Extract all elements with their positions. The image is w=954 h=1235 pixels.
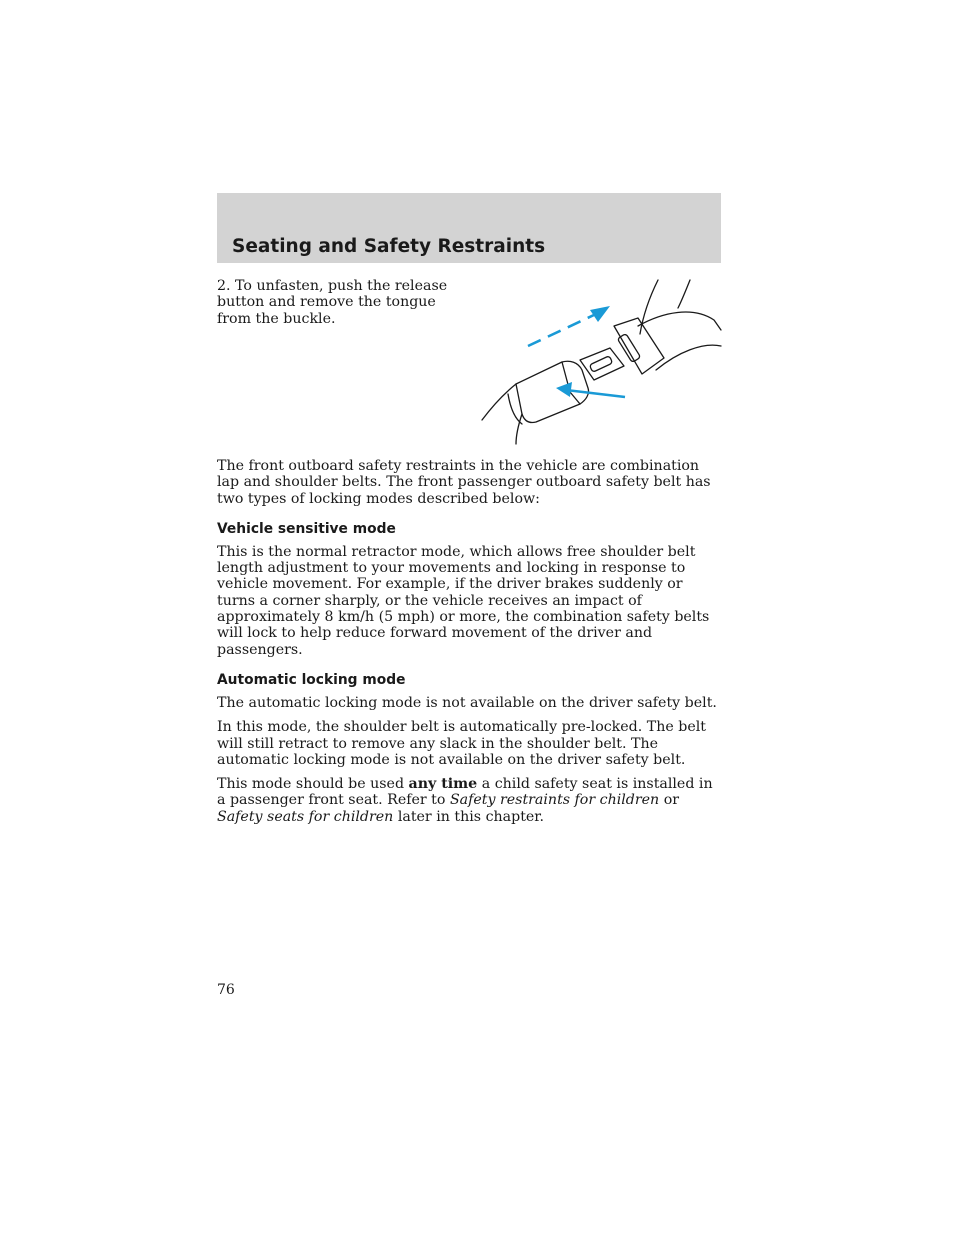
push-arrow-line	[566, 390, 625, 397]
section-title: Seating and Safety Restraints	[232, 236, 546, 257]
emphasis-any-time: any time	[408, 776, 478, 793]
text-run: a child safety seat is installed in a passenger front seat. Refer to	[217, 776, 713, 809]
belt-webbing	[638, 312, 721, 330]
cross-reference-seats: Safety seats for children	[217, 808, 394, 825]
automatic-locking-paragraph-1: The automatic locking mode is not available on the driver safety belt.	[217, 694, 717, 711]
page-number: 76	[217, 982, 235, 998]
text-run: This mode should be used	[217, 776, 409, 793]
dashed-arrow-head	[590, 306, 610, 322]
belt-webbing	[656, 345, 721, 370]
intro-paragraph: The front outboard safety restraints in the vehicle are combination lap and shoulder belts. The front passenger outboard safety belt has two types of locking modes described below:	[217, 458, 711, 507]
tongue-tip	[580, 348, 624, 380]
automatic-locking-paragraph-2: In this mode, the shoulder belt is automatically pre-locked. The belt will still retract to remove any slack in the shoulder belt. The automatic locking mode is not available on the driver safety belt.	[217, 719, 707, 768]
tongue-tip-slot	[589, 356, 612, 373]
push-arrow-head	[556, 382, 572, 397]
vehicle-sensitive-heading: Vehicle sensitive mode	[217, 520, 396, 537]
buckle-stalk	[482, 384, 516, 420]
cross-reference-restraints: Safety restraints for children	[449, 792, 660, 809]
vehicle-sensitive-paragraph: This is the normal retractor mode, which allows free shoulder belt length adjustment to your movements and locking in response to vehicle movement. For example, if the driver brakes suddenly or turns a corner sharply, or the vehicle receives an impact of approximately 8 km/h (5 mph) or more, the combination safety belts will lock to help reduce forward movement of the driver and passengers.	[217, 543, 710, 658]
text-run: or	[659, 792, 680, 809]
step-instruction: 2. To unfasten, push the release button and remove the tongue from the buckle.	[217, 278, 448, 327]
main-content	[217, 458, 723, 833]
automatic-locking-heading: Automatic locking mode	[217, 671, 406, 688]
seatbelt-buckle-illustration	[478, 276, 722, 446]
header-band	[217, 193, 721, 263]
dashed-arrow-line	[528, 314, 596, 346]
outline-line	[678, 280, 690, 308]
automatic-locking-paragraph-3	[217, 776, 723, 825]
text-run: later in this chapter.	[393, 808, 545, 825]
